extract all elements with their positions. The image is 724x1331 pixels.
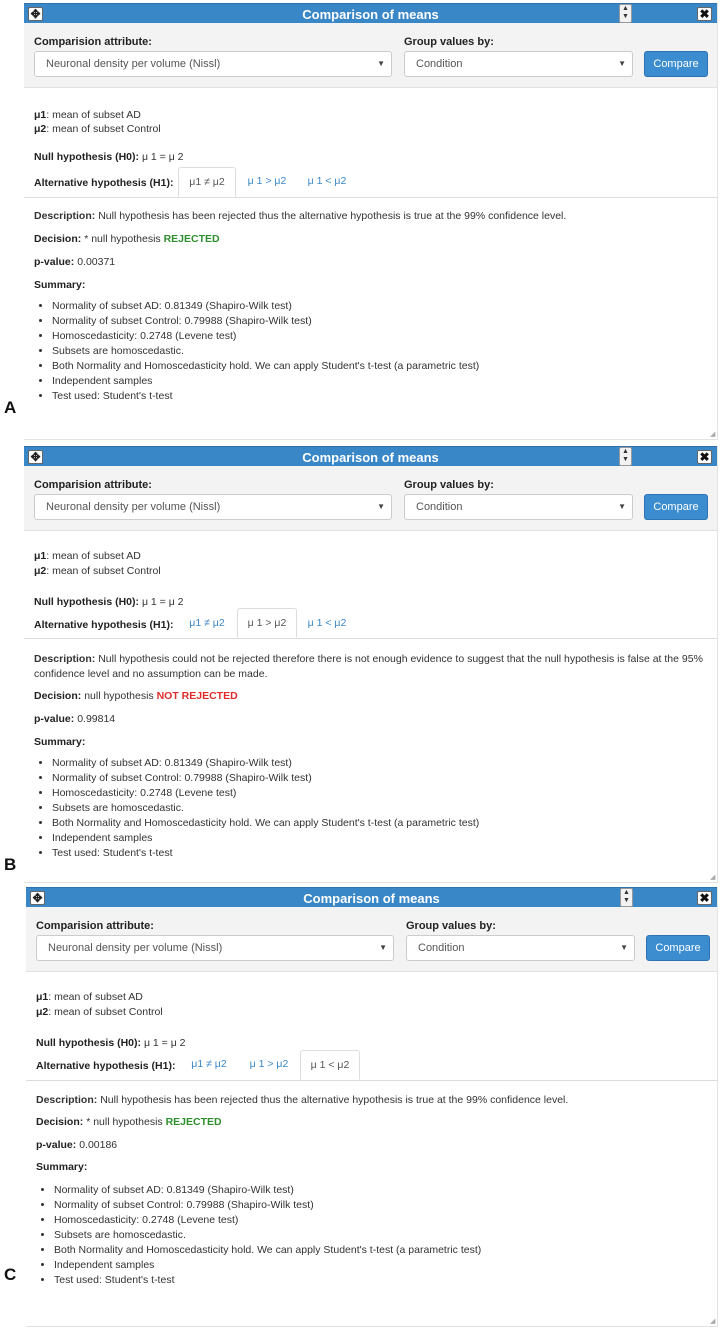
description: Description: Null hypothesis has been rejected thus the alternative hypothesis is true at the 99% confidence level. [36,1094,569,1106]
tab-not-equal[interactable]: μ1 ≠ μ2 [191,1058,227,1070]
attribute-select[interactable] [34,51,392,77]
alt-hypothesis-label: Alternative hypothesis (H1): [36,1060,176,1072]
chevron-down-icon: ▼ [379,943,387,952]
panel-c [26,887,718,1327]
alt-hypothesis-label: Alternative hypothesis (H1): [34,177,174,189]
list-item: • Normality of subset Control: 0.79988 (Shapiro-Wilk test) [54,1198,481,1213]
list-item: • Independent samples [52,374,479,389]
group-value: Condition [416,501,463,513]
chevron-down-icon: ▼ [377,59,385,68]
list-item: • Normality of subset Control: 0.79988 (Shapiro-Wilk test) [52,314,479,329]
chevron-down-icon: ▼ [377,502,385,511]
move-icon[interactable]: ✥ [28,7,43,21]
group-value: Condition [418,942,465,954]
summary-label: Summary: [34,279,86,291]
mu1-definition: μ1: mean of subset AD [34,109,141,121]
tab-greater[interactable]: μ 1 > μ2 [247,175,287,187]
mu2-definition: μ2: mean of subset Control [36,1006,163,1018]
title-bar[interactable] [26,887,717,907]
panel-a [24,3,718,440]
summary-label: Summary: [34,736,86,748]
p-value: p-value: 0.99814 [34,713,116,725]
list-item: • Subsets are homoscedastic. [52,801,479,816]
close-icon[interactable]: ✖ [697,891,712,905]
chevron-down-icon: ▼ [618,59,626,68]
list-item: • Normality of subset AD: 0.81349 (Shapiro-Wilk test) [52,756,479,771]
move-icon[interactable]: ✥ [30,891,45,905]
controls-bar [24,466,717,531]
compare-button[interactable]: Compare [644,51,708,77]
list-item: • Homoscedasticity: 0.2748 (Levene test) [52,786,479,801]
tab-greater[interactable]: μ 1 > μ2 [237,608,297,638]
list-item: • Subsets are homoscedastic. [54,1228,481,1243]
panel-b [24,446,718,883]
attribute-select[interactable] [36,935,394,961]
summary-list [36,1183,481,1288]
mu1-definition: μ1: mean of subset AD [36,991,143,1003]
attribute-value: Neuronal density per volume (Nissl) [46,501,221,513]
mu1-definition: μ1: mean of subset AD [34,550,141,562]
attribute-value: Neuronal density per volume (Nissl) [46,58,221,70]
group-value: Condition [416,58,463,70]
group-select[interactable] [404,51,633,77]
controls-bar [26,907,717,972]
summary-list [34,756,479,861]
resize-handle-icon[interactable]: ◢ [710,874,716,881]
chevron-down-icon: ▼ [620,943,628,952]
tab-not-equal[interactable]: μ1 ≠ μ2 [178,167,236,197]
window-title: Comparison of means [302,450,439,465]
title-bar[interactable] [24,3,717,23]
attribute-label: Comparision attribute: [34,36,152,48]
description: Description: Null hypothesis could not be rejected therefore there is not enough evidence to suggest that the null hypothesis is false at the 95% confidence level and no assumption can be made. [34,653,703,680]
p-value: p-value: 0.00371 [34,256,116,268]
list-item: • Test used: Student's t-test [54,1273,481,1288]
scroll-updown-icon[interactable]: ▲ ▼ [620,888,633,907]
close-icon[interactable]: ✖ [697,450,712,464]
list-item: • Both Normality and Homoscedasticity hold. We can apply Student's t-test (a parametric test) [52,359,479,374]
list-item: • Both Normality and Homoscedasticity hold. We can apply Student's t-test (a parametric test) [54,1243,481,1258]
tab-divider [24,197,717,198]
group-select[interactable] [406,935,635,961]
attribute-label: Comparision attribute: [34,479,152,491]
move-icon[interactable]: ✥ [28,450,43,464]
null-hypothesis: Null hypothesis (H0): μ 1 = μ 2 [36,1037,186,1049]
tab-less[interactable]: μ 1 < μ2 [307,175,347,187]
alt-hypothesis-label: Alternative hypothesis (H1): [34,619,174,631]
attribute-value: Neuronal density per volume (Nissl) [48,942,223,954]
panel-letter-c: C [4,1265,17,1284]
window-title: Comparison of means [302,7,439,22]
group-label: Group values by: [404,36,494,48]
group-select[interactable] [404,494,633,520]
list-item: • Homoscedasticity: 0.2748 (Levene test) [52,329,479,344]
summary-label: Summary: [36,1161,88,1173]
list-item: • Independent samples [54,1258,481,1273]
tab-less[interactable]: μ 1 < μ2 [300,1050,360,1080]
decision: Decision: null hypothesis NOT REJECTED [34,690,238,702]
close-icon[interactable]: ✖ [697,7,712,21]
compare-button[interactable]: Compare [644,494,708,520]
chevron-down-icon: ▼ [618,502,626,511]
panel-letter-b: B [4,855,17,874]
decision: Decision: * null hypothesis REJECTED [36,1116,222,1128]
decision-status: NOT REJECTED [156,690,238,702]
title-bar[interactable] [24,446,717,466]
null-hypothesis: Null hypothesis (H0): μ 1 = μ 2 [34,151,184,163]
mu2-definition: μ2: mean of subset Control [34,123,161,135]
resize-handle-icon[interactable]: ◢ [710,431,716,438]
tab-divider [26,1080,717,1081]
p-value: p-value: 0.00186 [36,1139,118,1151]
scroll-updown-icon[interactable]: ▲ ▼ [619,447,632,466]
decision-status: REJECTED [165,1116,222,1128]
compare-button[interactable]: Compare [646,935,710,961]
list-item: • Homoscedasticity: 0.2748 (Levene test) [54,1213,481,1228]
tab-not-equal[interactable]: μ1 ≠ μ2 [189,617,225,629]
list-item: • Test used: Student's t-test [52,846,479,861]
tab-divider [24,638,717,639]
controls-bar [24,23,717,88]
decision: Decision: * null hypothesis REJECTED [34,233,220,245]
group-label: Group values by: [404,479,494,491]
window-title: Comparison of means [303,891,440,906]
null-hypothesis: Null hypothesis (H0): μ 1 = μ 2 [34,596,184,608]
list-item: • Independent samples [52,831,479,846]
summary-list [34,299,479,404]
decision-status: REJECTED [163,233,220,245]
description: Description: Null hypothesis has been rejected thus the alternative hypothesis is true at the 99% confidence level. [34,210,567,222]
list-item: • Test used: Student's t-test [52,389,479,404]
list-item: • Normality of subset Control: 0.79988 (Shapiro-Wilk test) [52,771,479,786]
attribute-label: Comparision attribute: [36,920,154,932]
panel-letter-a: A [4,398,17,417]
attribute-select[interactable] [34,494,392,520]
scroll-updown-icon[interactable]: ▲ ▼ [619,4,632,23]
resize-handle-icon[interactable]: ◢ [710,1318,716,1325]
tab-less[interactable]: μ 1 < μ2 [307,617,347,629]
mu2-definition: μ2: mean of subset Control [34,565,161,577]
list-item: • Subsets are homoscedastic. [52,344,479,359]
list-item: • Normality of subset AD: 0.81349 (Shapiro-Wilk test) [54,1183,481,1198]
list-item: • Normality of subset AD: 0.81349 (Shapiro-Wilk test) [52,299,479,314]
tab-greater[interactable]: μ 1 > μ2 [249,1058,289,1070]
list-item: • Both Normality and Homoscedasticity hold. We can apply Student's t-test (a parametric test) [52,816,479,831]
group-label: Group values by: [406,920,496,932]
